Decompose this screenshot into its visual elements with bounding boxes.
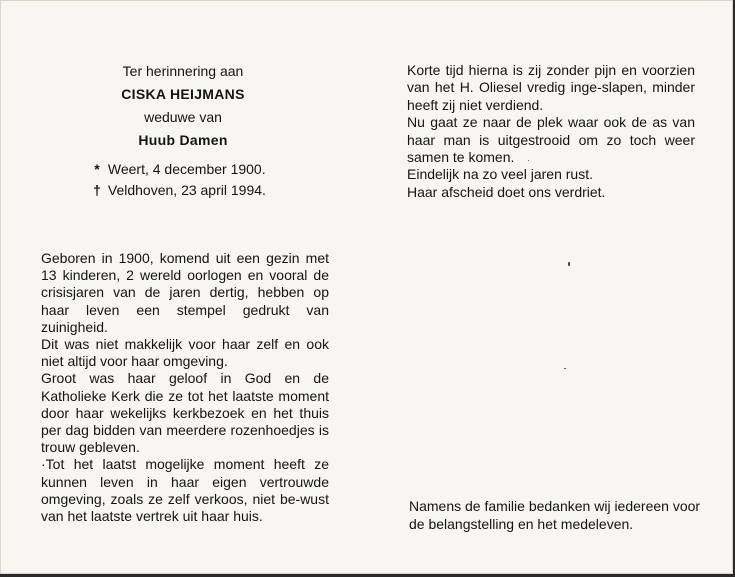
paragraph: Geboren in 1900, komend uit een gezin met 13 kinderen, 2 wereld oorlogen en vooral de crisisjaren van de jaren dertig, hebben op haar leven een stempel gedrukt van zuinigheid. xyxy=(41,250,329,335)
intro-heading: Ter herinnering aan xyxy=(122,63,244,79)
paragraph: Haar afscheid doet ons verdriet. xyxy=(407,183,606,200)
birth-star-icon: * xyxy=(94,161,100,177)
birth-text: Weert, 4 december 1900. xyxy=(107,161,266,177)
paragraph: Nu gaat ze naar de plek waar ook de as van haar man is uitgestrooid om zo toch weer samen te komen. xyxy=(407,114,695,166)
relation-text: weduwe van xyxy=(144,109,222,125)
paragraph: Eindelijk na zo veel jaren rust. xyxy=(407,166,593,183)
thanks-text: Namens de familie bedanken wij iedereen voor de belangstelling en het medeleven. xyxy=(409,498,701,532)
death-cross-icon: † xyxy=(93,182,101,198)
dates-block xyxy=(88,159,278,201)
print-speck xyxy=(528,160,529,161)
left-body-text xyxy=(41,250,329,525)
paragraph: Dit was niet makkelijk voor haar zelf en ook niet altijd voor haar omgeving. xyxy=(41,336,329,370)
paragraph: Korte tijd hierna is zij zonder pijn en voorzien van het H. Oliesel vredig inge-slapen, minder heeft zij niet verdiend. xyxy=(407,62,695,113)
intro-block xyxy=(88,60,278,201)
deceased-name: CISKA HEIJMANS xyxy=(121,86,245,102)
print-speck xyxy=(568,262,570,266)
death-line xyxy=(90,180,278,201)
print-speck xyxy=(564,368,566,369)
paragraph: Groot was haar geloof in God en de Katholieke Kerk die ze tot het laatste moment door haar wekelijks kerkbezoek en het thuis per dag bidden van meerdere rozenhoedjes is trouw gebleven. xyxy=(41,370,329,456)
birth-line xyxy=(90,159,278,180)
death-text: Veldhoven, 23 april 1994. xyxy=(107,182,266,198)
right-body-text xyxy=(407,62,695,201)
spouse-name: Huub Damen xyxy=(138,132,228,148)
paragraph: ·Tot het laatst mogelijke moment heeft ze kunnen leven in haar eigen vertrouwde omgeving, zoals ze zelf verkoos, niet be-wust van het laatste vertrek uit haar huis. xyxy=(41,456,329,525)
